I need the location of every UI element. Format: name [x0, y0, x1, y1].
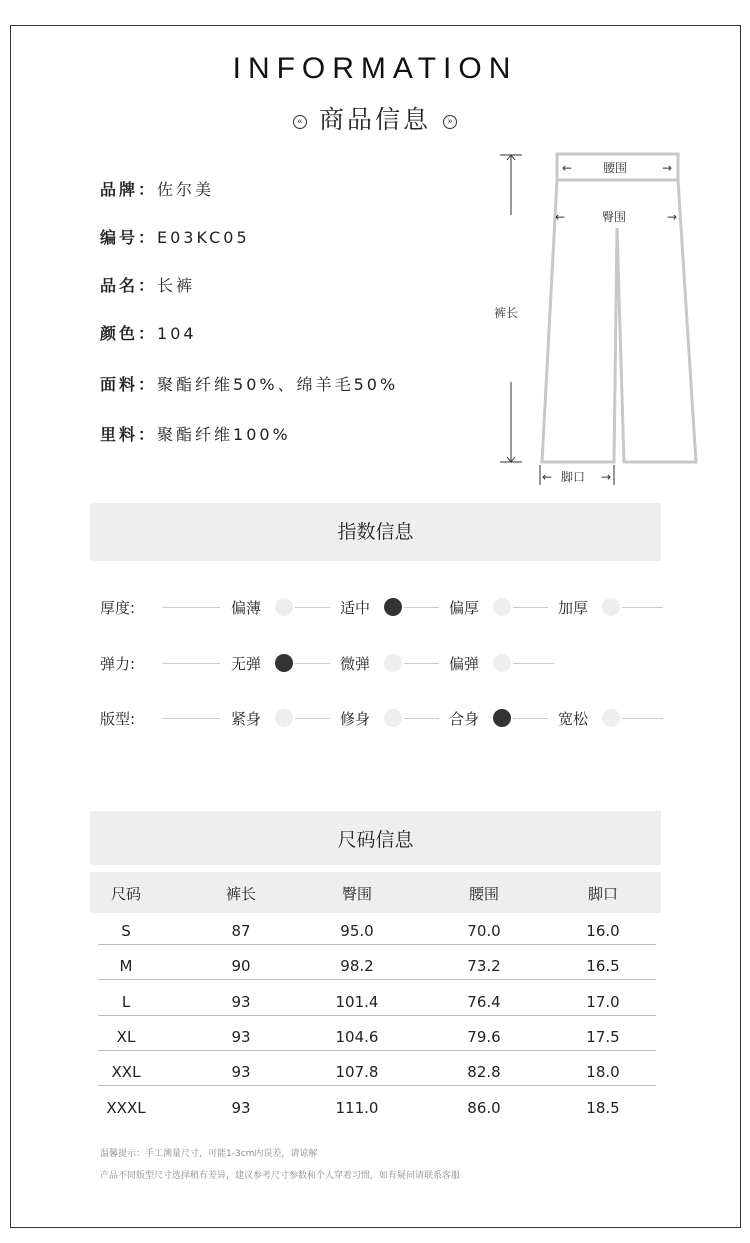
title-chinese-text: 商品信息	[318, 105, 431, 134]
unselected-dot-icon	[275, 709, 293, 727]
diagram-waist-label: 腰围	[603, 161, 628, 175]
size-cell: 107.8	[335, 1063, 379, 1082]
size-header-3: 腰围	[468, 885, 499, 903]
index-line	[162, 663, 220, 664]
size-cell: 86.0	[467, 1098, 501, 1117]
size-cell: 79.6	[467, 1027, 501, 1046]
size-cell: 70.0	[467, 922, 501, 940]
svg-text:→: →	[601, 470, 612, 484]
note-measurement: 温馨提示：手工测量尺寸，可能1-3cm内误差，请谅解	[100, 1149, 318, 1159]
info-value: 长裤	[157, 276, 196, 295]
selected-dot-icon	[493, 709, 511, 727]
svg-text:→: →	[667, 210, 678, 224]
info-label: 里料：	[100, 425, 158, 444]
diagram-hem-label: 脚口	[561, 470, 586, 484]
size-cell: 76.4	[467, 992, 501, 1011]
unselected-dot-icon	[602, 598, 620, 616]
info-value: E03KC05	[157, 228, 250, 247]
index-line	[404, 718, 439, 719]
size-header-2: 臀围	[341, 885, 372, 903]
next-arrow-icon: »	[443, 115, 457, 129]
size-cell: 16.5	[586, 957, 620, 976]
index-option-偏弹: 偏弹	[449, 655, 480, 673]
index-option-修身: 修身	[340, 710, 371, 728]
size-cell: S	[121, 922, 131, 940]
size-cell: 90	[231, 957, 251, 976]
selected-dot-icon	[384, 598, 402, 616]
index-row-label: 弹力:	[100, 655, 136, 673]
size-cell: 17.0	[586, 992, 620, 1011]
size-cell: XXXL	[106, 1098, 146, 1117]
index-line	[162, 718, 220, 719]
index-row-label: 版型:	[100, 710, 136, 728]
row-divider	[98, 1015, 656, 1016]
index-option-微弹: 微弹	[340, 655, 371, 673]
size-cell: 101.4	[335, 992, 379, 1011]
row-divider	[98, 944, 656, 945]
pants-diagram	[0, 0, 750, 500]
size-cell: 93	[231, 1063, 251, 1082]
index-line	[404, 663, 439, 664]
svg-text:←: ←	[555, 210, 566, 224]
svg-text:←: ←	[562, 161, 573, 175]
index-line	[295, 718, 330, 719]
index-section-header: 指数信息	[90, 503, 661, 561]
index-option-合身: 合身	[449, 710, 480, 728]
unselected-dot-icon	[275, 598, 293, 616]
index-line	[513, 663, 554, 664]
size-cell: 98.2	[340, 957, 374, 976]
index-option-加厚: 加厚	[558, 599, 589, 617]
index-option-偏厚: 偏厚	[449, 599, 480, 617]
index-line	[622, 607, 663, 608]
size-cell: 104.6	[335, 1027, 379, 1046]
index-line	[162, 607, 220, 608]
size-cell: 18.0	[586, 1063, 620, 1082]
size-cell: M	[119, 957, 133, 976]
size-header-4: 脚口	[587, 885, 618, 903]
size-cell: 93	[231, 1098, 251, 1117]
row-divider	[98, 1050, 656, 1051]
selected-dot-icon	[275, 654, 293, 672]
unselected-dot-icon	[493, 654, 511, 672]
index-row-label: 厚度:	[100, 599, 136, 617]
pants-outline	[542, 154, 696, 462]
size-cell: 18.5	[586, 1098, 620, 1117]
info-label: 面料：	[100, 375, 158, 394]
size-cell: XXL	[111, 1063, 141, 1082]
info-label: 品牌：	[100, 180, 158, 199]
diagram-length-label: 裤长	[494, 306, 519, 320]
info-value: 佐尔美	[157, 180, 215, 199]
size-cell: 95.0	[340, 922, 374, 940]
info-value: 聚酯纤维50%、绵羊毛50%	[157, 375, 399, 394]
index-line	[513, 607, 548, 608]
size-cell: 111.0	[335, 1098, 379, 1117]
index-option-宽松: 宽松	[558, 710, 589, 728]
size-header-1: 裤长	[225, 885, 256, 903]
unselected-dot-icon	[384, 654, 402, 672]
unselected-dot-icon	[384, 709, 402, 727]
index-line	[622, 718, 663, 719]
index-line	[513, 718, 548, 719]
size-cell: 16.0	[586, 922, 620, 940]
size-cell: 17.5	[586, 1027, 620, 1046]
index-option-无弹: 无弹	[231, 655, 262, 673]
note-fit: 产品不同版型尺寸选择稍有差异，建议参考尺寸参数和个人穿着习惯，如有疑问请联系客服	[100, 1171, 461, 1181]
size-cell: 93	[231, 992, 251, 1011]
svg-text:→: →	[662, 161, 673, 175]
index-line	[295, 663, 330, 664]
size-cell: 82.8	[467, 1063, 501, 1082]
size-cell: 73.2	[467, 957, 501, 976]
index-line	[404, 607, 439, 608]
index-option-适中: 适中	[340, 599, 371, 617]
size-header-0: 尺码	[110, 885, 141, 903]
index-line	[295, 607, 330, 608]
info-label: 编号：	[100, 228, 158, 247]
index-option-紧身: 紧身	[231, 710, 262, 728]
size-cell: L	[121, 992, 131, 1011]
unselected-dot-icon	[602, 709, 620, 727]
size-cell: XL	[116, 1027, 136, 1046]
info-value: 104	[157, 324, 197, 343]
row-divider	[98, 1085, 656, 1086]
diagram-hip-label: 臀围	[602, 210, 627, 224]
row-divider	[98, 979, 656, 980]
unselected-dot-icon	[493, 598, 511, 616]
size-cell: 87	[231, 922, 251, 940]
info-label: 品名：	[100, 276, 158, 295]
svg-text:←: ←	[542, 470, 553, 484]
title-english: INFORMATION	[232, 52, 518, 85]
size-section-header: 尺码信息	[90, 811, 661, 865]
prev-arrow-icon: «	[293, 115, 307, 129]
index-option-偏薄: 偏薄	[231, 599, 262, 617]
info-value: 聚酯纤维100%	[157, 425, 291, 444]
size-cell: 93	[231, 1027, 251, 1046]
info-label: 颜色：	[100, 324, 158, 343]
